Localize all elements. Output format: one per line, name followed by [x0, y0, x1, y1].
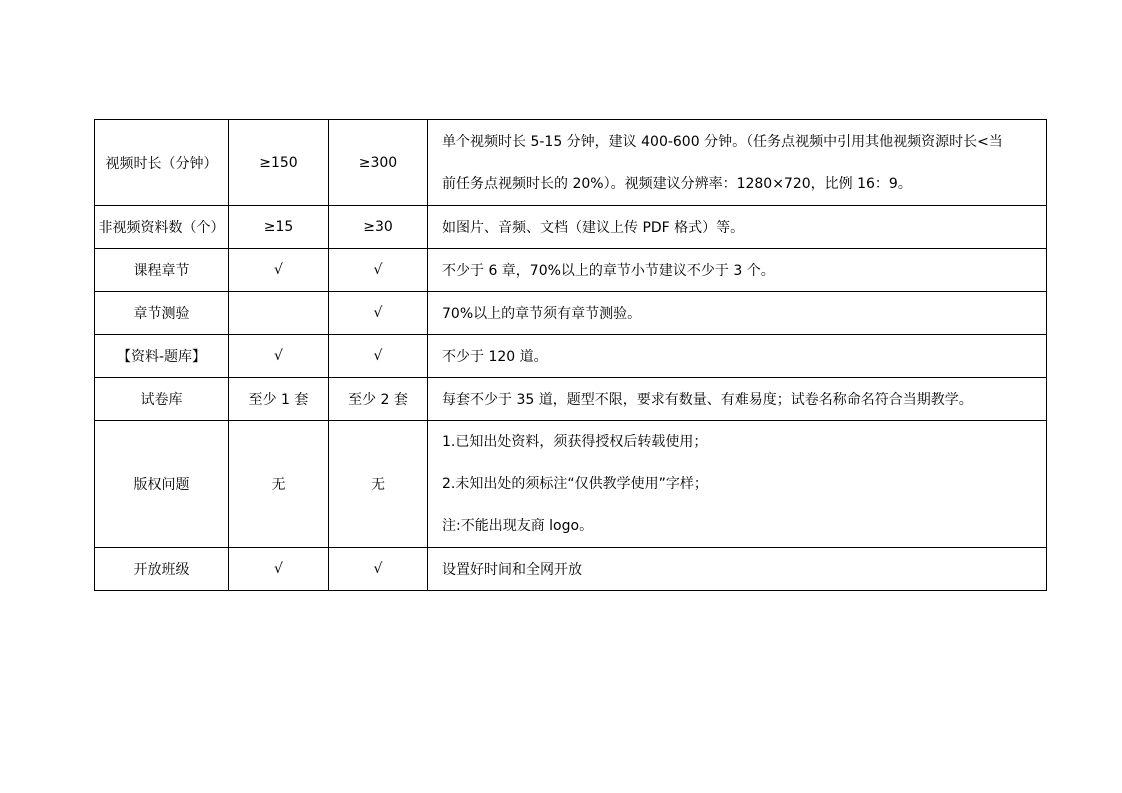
description-line: 不少于 120 道。: [442, 349, 548, 365]
requirements-table: [94, 119, 1047, 591]
requirement-cell-1: 至少 1 套: [229, 378, 329, 421]
requirement-cell-1: ≥15: [229, 206, 329, 249]
requirement-cell-2: 至少 2 套: [329, 378, 428, 421]
requirement-cell-2: √: [329, 335, 428, 378]
table-row: [95, 249, 1047, 292]
item-cell: 课程章节: [95, 249, 229, 292]
item-cell: 版权问题: [95, 421, 229, 548]
requirement-cell-1: [229, 292, 329, 335]
item-cell: 开放班级: [95, 548, 229, 591]
description-line: 1.已知出处资料，须获得授权后转载使用；: [442, 434, 708, 450]
requirement-cell-2: √: [329, 292, 428, 335]
description-line: 注:不能出现友商 logo。: [442, 518, 594, 534]
requirement-cell-1: √: [229, 249, 329, 292]
description-line: 单个视频时长 5-15 分钟，建议 400-600 分钟。（任务点视频中引用其他视频资源时长<当: [442, 133, 1003, 150]
requirement-cell-2: ≥300: [329, 120, 428, 206]
description-cell: [428, 120, 1047, 206]
requirement-cell-2: √: [329, 548, 428, 591]
item-cell: 非视频资料数（个）: [95, 206, 229, 249]
requirement-cell-1: √: [229, 335, 329, 378]
description-cell: [428, 206, 1047, 249]
description-cell: [428, 292, 1047, 335]
table-row: [95, 292, 1047, 335]
description-line: 不少于 6 章，70%以上的章节小节建议不少于 3 个。: [442, 263, 775, 279]
item-cell: 【资料-题库】: [95, 335, 229, 378]
requirement-cell-2: √: [329, 249, 428, 292]
table-row: [95, 378, 1047, 421]
description-cell: [428, 421, 1047, 548]
table-row: [95, 421, 1047, 548]
item-cell: 章节测验: [95, 292, 229, 335]
description-line: 如图片、音频、文档（建议上传 PDF 格式）等。: [442, 220, 745, 236]
item-cell: 视频时长（分钟）: [95, 120, 229, 206]
requirement-cell-1: 无: [229, 421, 329, 548]
table-row: [95, 206, 1047, 249]
description-line: 2.未知出处的须标注“仅供教学使用”字样；: [442, 476, 708, 492]
requirement-cell-2: ≥30: [329, 206, 428, 249]
table-row: [95, 335, 1047, 378]
requirement-cell-1: √: [229, 548, 329, 591]
description-line: 前任务点视频时长的 20%）。视频建议分辨率：1280×720，比例 16：9。: [442, 175, 912, 192]
description-line: 每套不少于 35 道，题型不限，要求有数量、有难易度；试卷名称命名符合当期教学。: [442, 392, 973, 408]
requirement-cell-1: ≥150: [229, 120, 329, 206]
description-cell: [428, 548, 1047, 591]
description-line: 设置好时间和全网开放: [442, 562, 582, 578]
description-cell: [428, 378, 1047, 421]
description-line: 70%以上的章节须有章节测验。: [442, 306, 642, 322]
table-row: [95, 120, 1047, 206]
description-cell: [428, 249, 1047, 292]
description-cell: [428, 335, 1047, 378]
table-row: [95, 548, 1047, 591]
item-cell: 试卷库: [95, 378, 229, 421]
requirement-cell-2: 无: [329, 421, 428, 548]
